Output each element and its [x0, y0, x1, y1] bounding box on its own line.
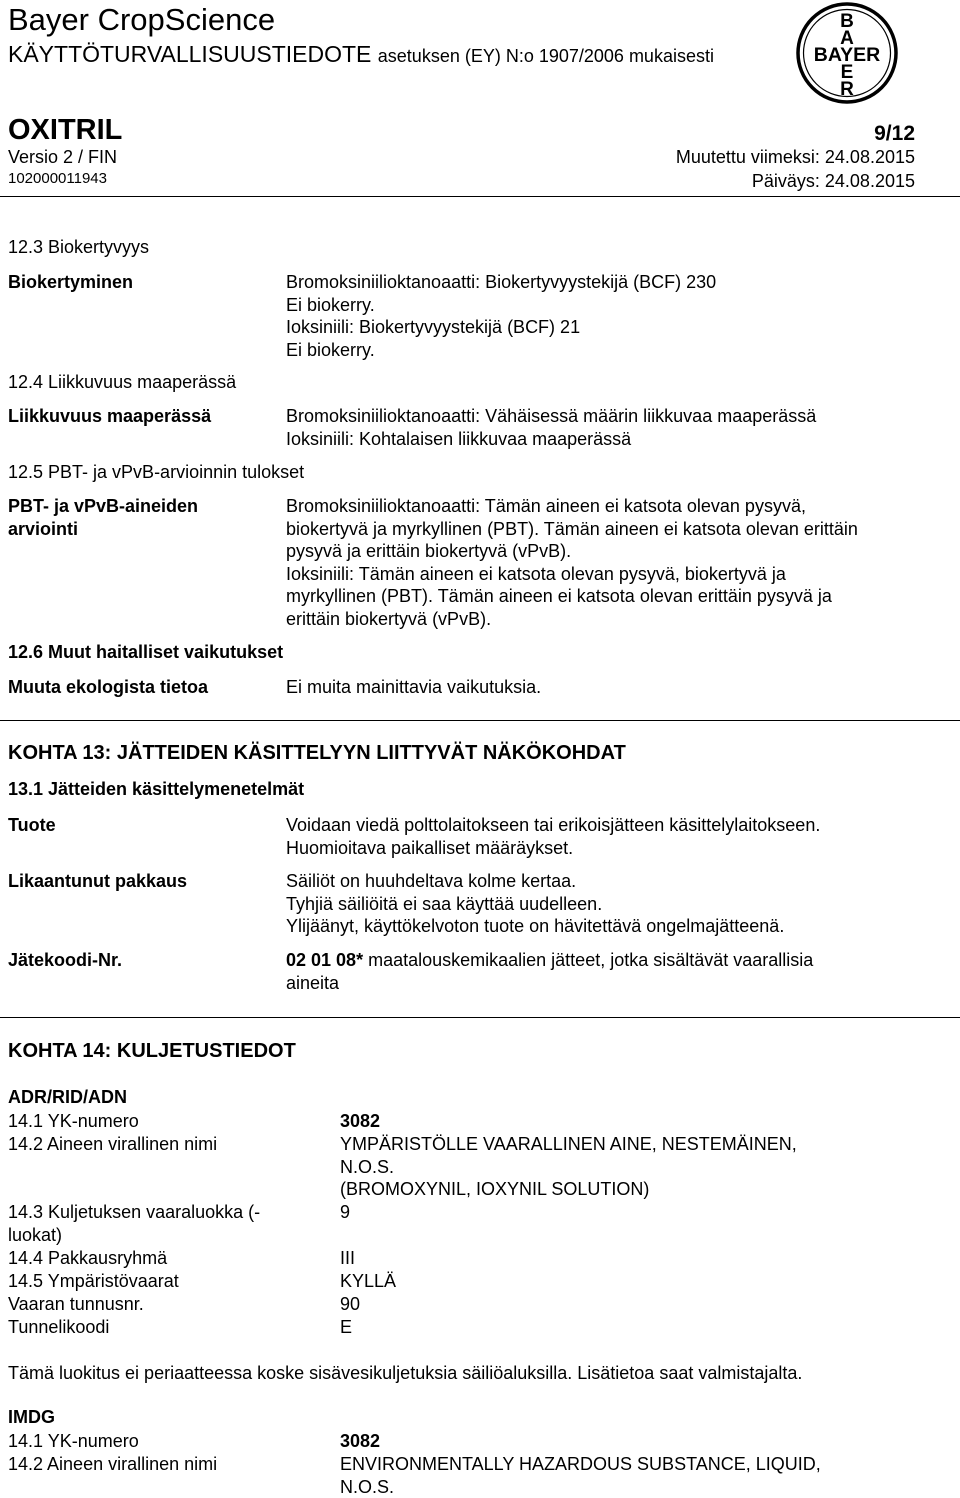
product-disposal-label: Tuote — [8, 814, 56, 837]
section-14-divider — [0, 1017, 960, 1018]
imdg-name-value — [340, 1453, 821, 1498]
adr-class-label — [8, 1201, 260, 1246]
section-12-5-heading: 12.5 PBT- ja vPvB-arvioinnin tulokset — [8, 462, 304, 483]
value-line: ENVIRONMENTALLY HAZARDOUS SUBSTANCE, LIQUID, — [340, 1453, 821, 1476]
adr-name-label: 14.2 Aineen virallinen nimi — [8, 1133, 217, 1156]
other-ecological-value: Ei muita mainittavia vaikutuksia. — [286, 676, 541, 699]
contaminated-packaging-label: Likaantunut pakkaus — [8, 870, 187, 893]
section-13-divider — [0, 720, 960, 721]
adr-class-value: 9 — [340, 1201, 350, 1224]
value-line: Ioksiniili: Kohtalaisen liikkuvaa maaperässä — [286, 428, 816, 451]
mobility-label: Liikkuvuus maaperässä — [8, 405, 211, 428]
value-line: Huomioitava paikalliset määräykset. — [286, 837, 820, 860]
other-ecological-label: Muuta ekologista tietoa — [8, 676, 208, 699]
section-12-4-heading: 12.4 Liikkuvuus maaperässä — [8, 372, 236, 393]
value-line: Bromoksiniilioktanoaatti: Vähäisessä määrin liikkuvaa maaperässä — [286, 405, 816, 428]
document-type-suffix: asetuksen (EY) N:o 1907/2006 mukaisesti — [378, 46, 714, 66]
label-line: 14.3 Kuljetuksen vaaraluokka (- — [8, 1201, 260, 1224]
adr-environment-label: 14.5 Ympäristövaarat — [8, 1270, 179, 1293]
adr-un-value: 3082 — [340, 1110, 380, 1133]
value-line: Ei biokerry. — [286, 294, 716, 317]
value-line: aineita — [286, 972, 813, 995]
section-13-title: KOHTA 13: JÄTTEIDEN KÄSITTELYYN LIITTYVÄT NÄKÖKOHDAT — [8, 742, 626, 765]
value-line: N.O.S. — [340, 1476, 821, 1498]
waste-code-value — [286, 949, 813, 994]
waste-code-label: Jätekoodi-Nr. — [8, 949, 122, 972]
mobility-value — [286, 405, 816, 450]
value-line: erittäin biokertyvä (vPvB). — [286, 608, 858, 631]
imdg-heading: IMDG — [8, 1407, 55, 1428]
contaminated-packaging-value — [286, 870, 784, 938]
value-line: Ylijäänyt, käyttökelvoton tuote on hävitettävä ongelmajätteenä. — [286, 915, 784, 938]
product-disposal-value — [286, 814, 820, 859]
adr-tunnel-code-value: E — [340, 1316, 352, 1339]
value-line: pysyvä ja erittäin biokertyvä (vPvB). — [286, 540, 858, 563]
version-label: Versio 2 / FIN — [8, 147, 117, 168]
page-number: 9/12 — [874, 122, 915, 146]
bioaccumulation-label: Biokertyminen — [8, 271, 133, 294]
value-line: N.O.S. — [340, 1156, 797, 1179]
value-line: Säiliöt on huuhdeltava kolme kertaa. — [286, 870, 784, 893]
section-12-6-heading: 12.6 Muut haitalliset vaikutukset — [8, 642, 283, 663]
label-line: luokat) — [8, 1224, 260, 1247]
inland-waterway-note: Tämä luokitus ei periaatteessa koske sisävesikuljetuksia säiliöaluksilla. Lisätietoa saat valmistajalta. — [8, 1362, 802, 1385]
imdg-un-value: 3082 — [340, 1430, 380, 1453]
document-type — [8, 40, 714, 70]
value-line: Ei biokerry. — [286, 339, 716, 362]
svg-text:B: B — [840, 11, 854, 32]
adr-packing-group-label: 14.4 Pakkausryhmä — [8, 1247, 167, 1270]
company-name: Bayer CropScience — [8, 2, 275, 38]
section-12-3-heading: 12.3 Biokertyvyys — [8, 237, 149, 258]
value-line: biokertyvä ja myrkyllinen (PBT). Tämän aineen ei katsota olevan erittäin — [286, 518, 858, 541]
adr-heading: ADR/RID/ADN — [8, 1087, 127, 1108]
value-line: Ioksiniili: Tämän aineen ei katsota olevan pysyvä, biokertyvä ja — [286, 563, 858, 586]
value-line: YMPÄRISTÖLLE VAARALLINEN AINE, NESTEMÄINEN, — [340, 1133, 797, 1156]
value-line: Voidaan viedä polttolaitokseen tai erikoisjätteen käsittelylaitokseen. — [286, 814, 820, 837]
bayer-cross-logo — [794, 0, 900, 106]
adr-un-label: 14.1 YK-numero — [8, 1110, 139, 1133]
issue-date: Päiväys: 24.08.2015 — [752, 171, 915, 192]
svg-text:R: R — [840, 79, 854, 100]
svg-text:E: E — [841, 62, 854, 83]
pbt-value — [286, 495, 858, 630]
bioaccumulation-value — [286, 271, 716, 361]
document-number: 102000011943 — [8, 170, 107, 187]
adr-environment-value: KYLLÄ — [340, 1270, 396, 1293]
modified-date: Muutettu viimeksi: 24.08.2015 — [676, 147, 915, 168]
waste-code-description: maatalouskemikaalien jätteet, jotka sisältävät vaarallisia — [363, 950, 813, 970]
value-line: Tyhjiä säiliöitä ei saa käyttää uudelleen. — [286, 893, 784, 916]
value-line: Bromoksiniilioktanoaatti: Biokertyvyystekijä (BCF) 230 — [286, 271, 716, 294]
pbt-label — [8, 495, 198, 541]
value-line: Bromoksiniilioktanoaatti: Tämän aineen ei katsota olevan pysyvä, — [286, 495, 858, 518]
header-divider — [0, 196, 960, 197]
imdg-name-label: 14.2 Aineen virallinen nimi — [8, 1453, 217, 1476]
document-type-title: KÄYTTÖTURVALLISUUSTIEDOTE — [8, 41, 371, 67]
value-line: (BROMOXYNIL, IOXYNIL SOLUTION) — [340, 1178, 797, 1201]
waste-code: 02 01 08* — [286, 950, 363, 970]
svg-text:A: A — [840, 28, 854, 49]
section-14-title: KOHTA 14: KULJETUSTIEDOT — [8, 1040, 296, 1063]
value-line — [286, 949, 813, 972]
adr-tunnel-code-label: Tunnelikoodi — [8, 1316, 109, 1339]
label-line: arviointi — [8, 518, 198, 541]
value-line: Ioksiniili: Biokertyvyystekijä (BCF) 21 — [286, 316, 716, 339]
imdg-un-label: 14.1 YK-numero — [8, 1430, 139, 1453]
adr-hazard-number-label: Vaaran tunnusnr. — [8, 1293, 144, 1316]
product-name: OXITRIL — [8, 113, 122, 147]
section-13-1-heading: 13.1 Jätteiden käsittelymenetelmät — [8, 779, 304, 800]
label-line: PBT- ja vPvB-aineiden — [8, 495, 198, 518]
svg-text:BAYER: BAYER — [814, 44, 880, 66]
adr-packing-group-value: III — [340, 1247, 355, 1270]
value-line: myrkyllinen (PBT). Tämän aineen ei katsota olevan erittäin pysyvä ja — [286, 585, 858, 608]
adr-hazard-number-value: 90 — [340, 1293, 360, 1316]
adr-name-value — [340, 1133, 797, 1201]
